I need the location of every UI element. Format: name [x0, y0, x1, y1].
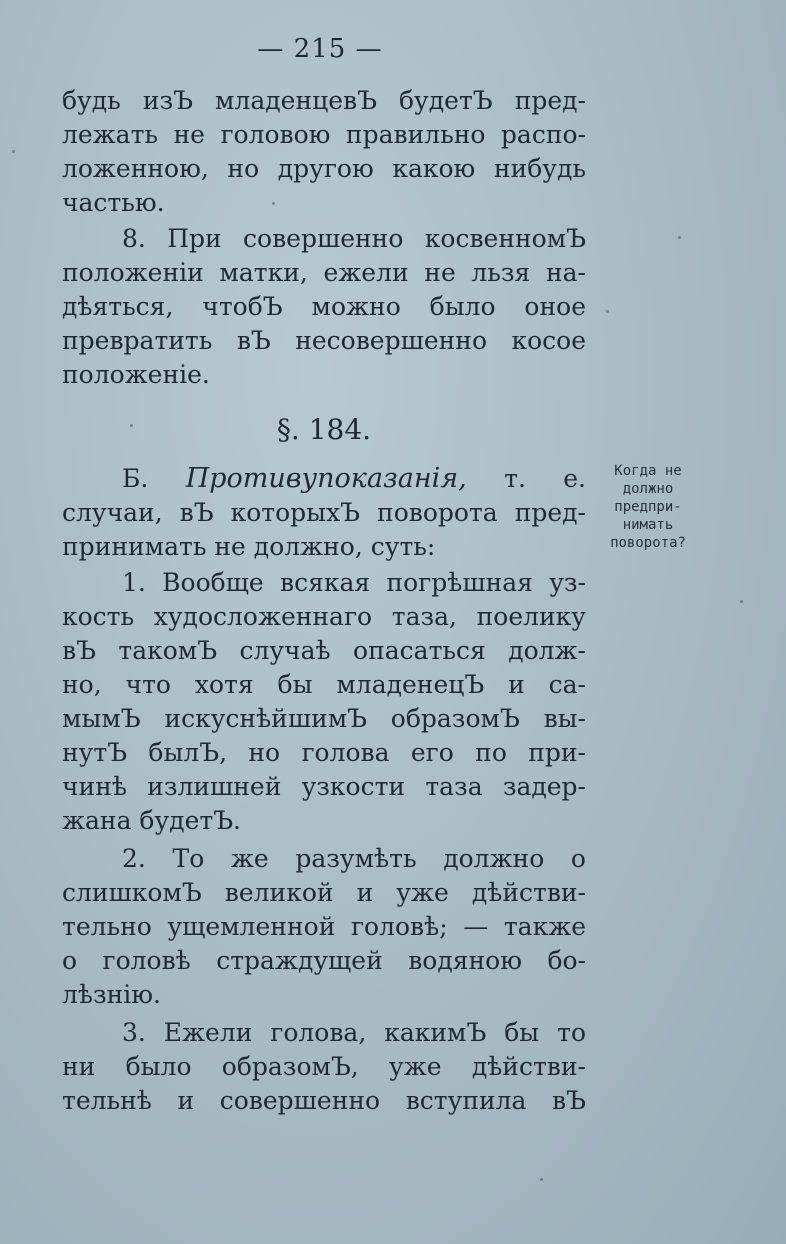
page-number: — 215 —	[257, 34, 383, 64]
text-line: нутЪ былЪ, но голова его по при-	[62, 738, 586, 767]
text-line: тельнѣ и совершенно вступила вЪ	[62, 1086, 586, 1115]
text-line: кость худосложеннаго таза, поелику	[62, 602, 586, 631]
section-b-prefix: Б.	[122, 464, 149, 493]
section-b-title: Противупоказанія,	[185, 463, 467, 494]
text-line: 1. Вообще всякая погрѣшная уз-	[122, 568, 586, 597]
text-line: о головѣ страждущей водяною бо-	[62, 946, 586, 975]
section-b-line	[122, 462, 586, 496]
text-line: слишкомЪ великой и уже дѣйстви-	[62, 878, 586, 907]
text-line: будь изЪ младенцевЪ будетЪ пред-	[62, 86, 586, 115]
paper-speck	[740, 600, 743, 603]
text-line: лежать не головою правильно распо-	[62, 120, 586, 149]
section-heading: §. 184.	[276, 413, 372, 446]
text-line: принимать не должно, суть:	[62, 532, 436, 561]
text-line: мымЪ искуснѣйшимЪ образомЪ вы-	[62, 704, 586, 733]
section-b-suffix: т. е.	[504, 464, 586, 493]
margin-note-line: должно	[622, 481, 674, 497]
paper-speck	[606, 310, 609, 313]
paper-speck	[678, 236, 681, 239]
paper-speck	[272, 202, 275, 205]
margin-note	[593, 462, 703, 552]
text-line: 3. Ежели голова, какимЪ бы то	[122, 1018, 586, 1047]
text-line: положеніе.	[62, 360, 210, 389]
text-line: тельно ущемленной головѣ; — также	[62, 912, 586, 941]
text-line: жана будетЪ.	[62, 806, 242, 835]
margin-note-line: нимать	[622, 517, 674, 533]
text-line: дѣяться, чтобЪ можно было оное	[62, 292, 586, 321]
text-line: 2. То же разумѣть должно о	[122, 844, 586, 873]
text-line: превратить вЪ несовершенно косое	[62, 326, 586, 355]
margin-note-line: поворота?	[610, 535, 686, 551]
text-line: вЪ такомЪ случаѣ опасаться долж-	[62, 636, 586, 665]
text-line: но, что хотя бы младенецЪ и са-	[62, 670, 586, 699]
text-line: ни было образомЪ, уже дѣйстви-	[62, 1052, 586, 1081]
paper-speck	[540, 1178, 543, 1181]
text-line: положеніи матки, ежели не льзя на-	[62, 258, 586, 287]
text-line: случаи, вЪ которыхЪ поворота пред-	[62, 498, 586, 527]
text-line: ложенною, но другою какою нибудь	[62, 154, 586, 183]
paper-speck	[130, 424, 133, 427]
margin-note-line: Когда не	[614, 463, 682, 479]
text-line: 8. При совершенно косвенномЪ	[122, 224, 586, 253]
text-line: частью.	[62, 188, 165, 217]
text-line: чинѣ излишней узкости таза задер-	[62, 772, 586, 801]
margin-note-line: предпри-	[614, 499, 682, 515]
text-line: лѣзнію.	[62, 980, 161, 1009]
paper-speck	[12, 150, 15, 153]
